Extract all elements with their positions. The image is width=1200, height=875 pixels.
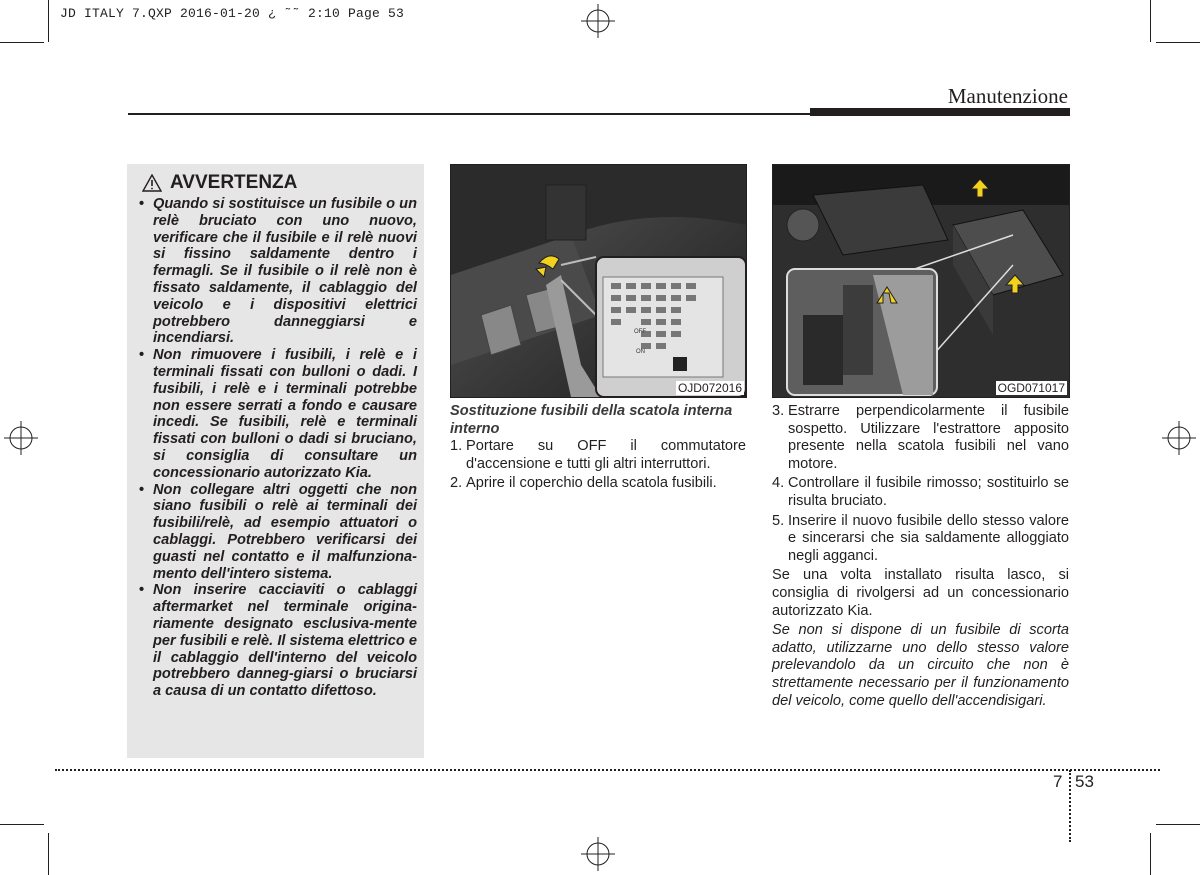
- step-number: 4.: [772, 475, 785, 492]
- warning-triangle-icon: [142, 174, 162, 192]
- step-text: Inserire il nuovo fusibile dello stesso valore e sincerarsi che sia saldamente alloggiato negli agganci.: [788, 512, 1069, 564]
- steps-list: [772, 403, 1069, 565]
- right-column: [772, 403, 1069, 710]
- step-text: Aprire il coperchio della scatola fusibili.: [466, 475, 717, 492]
- step-number: 5.: [772, 512, 785, 529]
- steps-list: [450, 438, 746, 493]
- warning-title: AVVERTENZA: [170, 172, 298, 193]
- chapter-number: 7: [1053, 772, 1063, 791]
- crop-mark: [0, 824, 44, 825]
- step-number: 2.: [450, 475, 463, 492]
- crop-mark: [1156, 824, 1200, 825]
- interior-fuse-illustration: [451, 165, 746, 397]
- warning-item: • Non inserire cacciaviti o cablaggi aftermarket nel terminale origina-riamente designato esclusiva-mente per fusibili e relè. Il sistema elettrico e il cablaggio dell'interno del veicolo potrebbero danneg-giarsi o bruciarsi a causa di un contatto difettoso.: [137, 582, 417, 700]
- figure-code: OJD072016: [677, 381, 742, 395]
- registration-mark-icon: [1162, 421, 1196, 455]
- note-paragraph: Se non si dispone di un fusibile di scorta adatto, utilizzarne uno dello stesso valore prelevandolo da un circuito che non è strettamente necessario per il funzionamento del veicolo, come quello dell'accendisigari.: [772, 622, 1069, 709]
- section-heading: Sostituzione fusibili della scatola interna interno: [450, 403, 733, 437]
- print-slug: JD ITALY 7.QXP 2016-01-20 ¿ ˜˜ 2:10 Page 53: [60, 6, 405, 21]
- header-rule-thick: [810, 108, 1070, 116]
- step-item: [772, 475, 1069, 510]
- footer-dotted-divider: [1069, 770, 1071, 842]
- fuse-off-label: OFF: [634, 329, 646, 335]
- footer-dotted-rule: [55, 769, 1160, 771]
- crop-mark: [48, 0, 49, 42]
- middle-column: [450, 403, 746, 495]
- step-text: Estrarre perpendicolarmente il fusibile sospetto. Utilizzare l'estrattore apposito presente nella scatola fusibili nel vano motore.: [788, 403, 1069, 472]
- warning-item: • Non collegare altri oggetti che non siano fusibili o relè ai terminali dei fusibili/relè, ad esempio attuatori o cablaggi. Potrebbero verificarsi dei guasti nel contatto e il malfunziona-mento dell'intero sistema.: [137, 482, 417, 583]
- header-rule: [128, 113, 810, 115]
- step-item: [450, 438, 746, 473]
- step-number: 1.: [450, 438, 463, 455]
- fuse-on-label: ON: [636, 349, 645, 355]
- warning-header: [142, 172, 297, 194]
- step-item: [450, 475, 746, 493]
- page-number: 53: [1075, 772, 1094, 791]
- crop-mark: [0, 42, 44, 43]
- step-item: [772, 513, 1069, 566]
- section-title: Manutenzione: [947, 84, 1068, 108]
- step-text: Portare su OFF il commutatore d'accensione e tutti gli altri interruttori.: [466, 438, 746, 472]
- step-item: [772, 403, 1069, 473]
- registration-mark-icon: [581, 837, 615, 871]
- warning-item: • Quando si sostituisce un fusibile o un relè bruciato con uno nuovo, verificare che il fusibile e il relè nuovi si fissino saldamente dentro i fermagli. Se il fusibile o il relè non è fissato saldamente, il cablaggio del veicolo e i dispositivi elettrici potrebbero danneggiarsi e incendiarsi.: [137, 196, 417, 347]
- interior-fuse-photo: [450, 164, 747, 398]
- warning-list: [137, 196, 417, 700]
- crop-mark: [1150, 0, 1151, 42]
- registration-mark-icon: [581, 4, 615, 38]
- figure-code: OGD071017: [997, 381, 1065, 395]
- crop-mark: [48, 833, 49, 875]
- step-number: 3.: [772, 403, 785, 419]
- engine-fuse-illustration: [773, 165, 1069, 397]
- body-paragraph: Se una volta installato risulta lasco, si consiglia di rivolgersi ad un concessionario autorizzato Kia.: [772, 567, 1069, 619]
- warning-item: • Non rimuovere i fusibili, i relè e i terminali fissati con bulloni o dadi. I fusibili, i relè e i terminali potrebbe non essere serrati a fondo e causare incedi. Se fusibili, relè e terminali fissati con bulloni o dadi si bruciano, si consiglia di consultare un concessionario autorizzato Kia.: [137, 347, 417, 481]
- step-text: Controllare il fusibile rimosso; sostituirlo se risulta bruciato.: [788, 475, 1069, 509]
- crop-mark: [1156, 42, 1200, 43]
- registration-mark-icon: [4, 421, 38, 455]
- crop-mark: [1150, 833, 1151, 875]
- engine-fuse-photo: [772, 164, 1070, 398]
